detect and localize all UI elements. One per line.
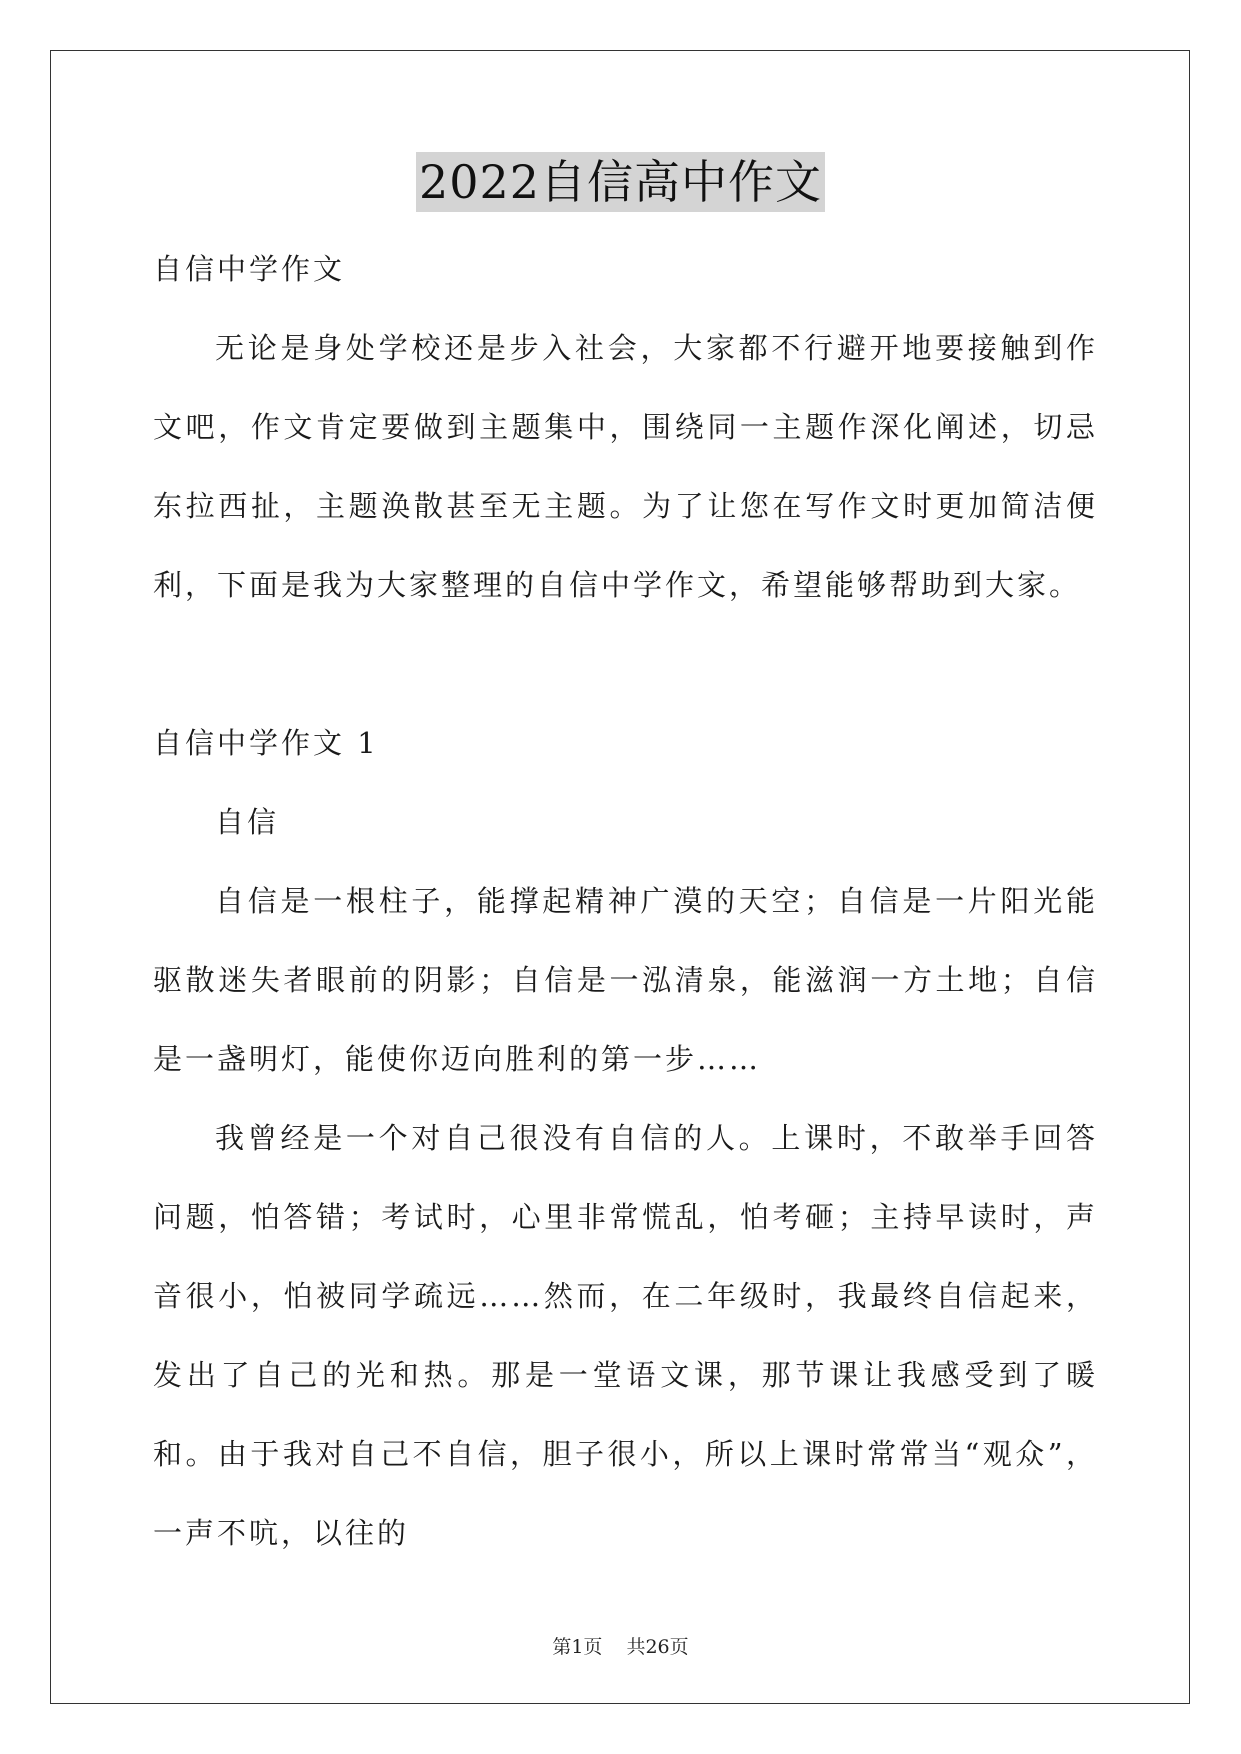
section-heading: 自信中学作文 xyxy=(153,252,346,286)
essay-title: 自信 xyxy=(215,805,280,839)
essay-paragraph: 我曾经是一个对自己很没有自信的人。上课时，不敢举手回答问题，怕答错；考试时，心里非常慌乱，怕考砸；主持早读时，声音很小，怕被同学疏远……然而，在二年级时，我最终自信起来，发出了自己的光和热。那是一堂语文课，那节课让我感受到了暖和。由于我对自己不自信，胆子很小，所以上课时常常当“观众”，一声不吭，以往的 xyxy=(153,1121,1098,1550)
essay-paragraph: 自信是一根柱子，能撑起精神广漠的天空；自信是一片阳光能驱散迷失者眼前的阴影；自信是一泓清泉，能滋润一方土地；自信是一盏明灯，能使你迈向胜利的第一步…… xyxy=(153,884,1098,1076)
page-number-current: 第1页 xyxy=(552,1636,603,1658)
page-footer xyxy=(0,1632,1241,1659)
title-container xyxy=(0,152,1241,212)
page-number-total: 共26页 xyxy=(626,1636,689,1658)
document-title: 2022自信高中作文 xyxy=(416,152,825,212)
section-heading: 自信中学作文 1 xyxy=(153,726,379,760)
intro-paragraph: 无论是身处学校还是步入社会，大家都不行避开地要接触到作文吧，作文肯定要做到主题集中，围绕同一主题作深化阐述，切忌东拉西扯，主题涣散甚至无主题。为了让您在写作文时更加简洁便利，下面是我为大家整理的自信中学作文，希望能够帮助到大家。 xyxy=(153,331,1098,602)
document-body xyxy=(153,230,1098,1573)
